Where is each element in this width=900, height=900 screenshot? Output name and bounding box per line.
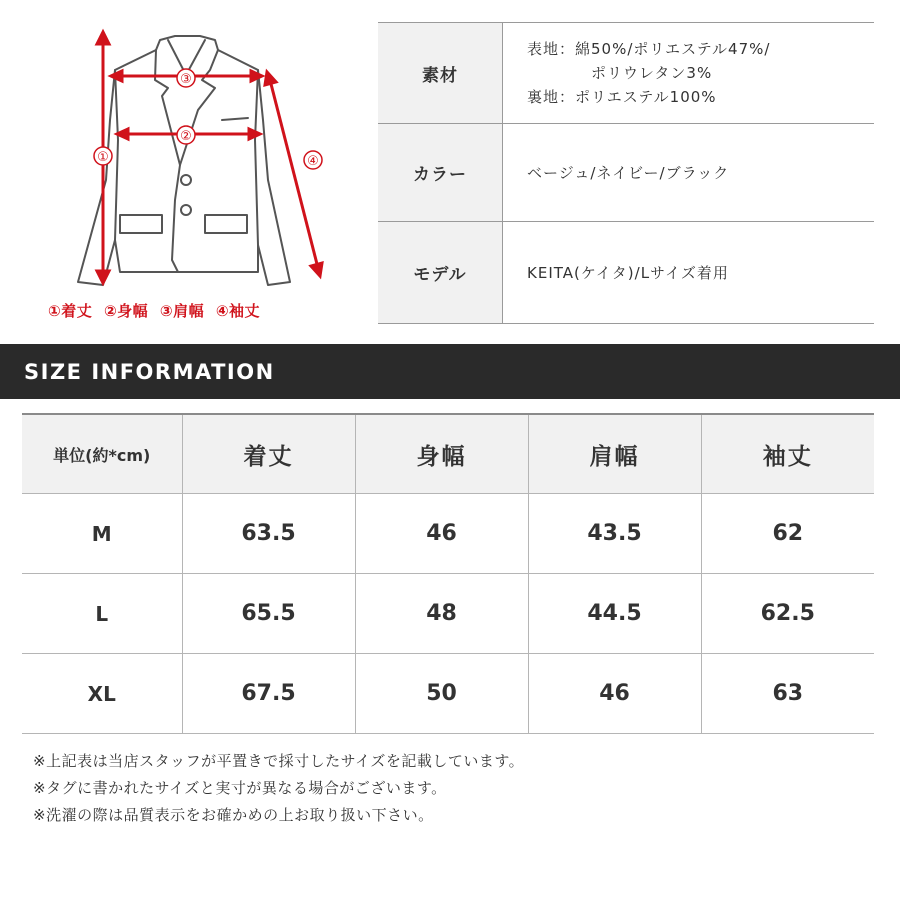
size-shoulder: 43.5 (528, 494, 701, 574)
spec-row-color (378, 124, 874, 222)
material-line-2: ポリウレタン3% (591, 64, 713, 82)
spec-row-model (378, 222, 874, 324)
size-table (22, 413, 874, 734)
material-line-3: 裏地：ポリエステル100% (527, 88, 717, 106)
header-unit: 単位(約*cm) (22, 414, 182, 494)
size-length: 63.5 (182, 494, 355, 574)
legend-sleeve: ④袖丈 (215, 302, 261, 320)
jacket-left-sleeve-seam (115, 70, 118, 240)
size-sleeve: 63 (701, 654, 874, 734)
jacket-left-lapel (155, 50, 180, 165)
size-chest: 48 (355, 574, 528, 654)
jacket-drawing (0, 0, 360, 300)
header-length: 着丈 (182, 414, 355, 494)
jacket-collar (156, 36, 218, 50)
marker-4: ④ (307, 154, 319, 169)
product-spec-table (378, 22, 874, 324)
size-name: L (22, 574, 182, 654)
header-shoulder: 肩幅 (528, 414, 701, 494)
size-shoulder: 46 (528, 654, 701, 734)
size-information-banner (0, 344, 900, 399)
note-measurement: ※上記表は当店スタッフが平置きで採寸したサイズを記載しています。 (33, 752, 525, 770)
note-washing: ※洗濯の際は品質表示をお確かめの上お取り扱い下さい。 (33, 806, 434, 824)
size-length: 67.5 (182, 654, 355, 734)
note-tag-difference: ※タグに書かれたサイズと実寸が異なる場合がございます。 (33, 779, 447, 797)
jacket-right-sleeve-seam (255, 70, 258, 245)
jacket-left-pocket (120, 215, 162, 233)
material-label: 素材 (378, 23, 503, 124)
size-sleeve: 62 (701, 494, 874, 574)
jacket-chest-welt (222, 118, 248, 120)
jacket-button-top (181, 175, 191, 185)
model-label: モデル (378, 222, 503, 324)
color-label: カラー (378, 124, 503, 222)
jacket-button-bottom (181, 205, 191, 215)
model-value: KEITA(ケイタ)/Lサイズ着用 (503, 222, 875, 324)
legend-chest: ②身幅 (103, 302, 149, 320)
arrow-sleeve (270, 80, 318, 268)
size-name: M (22, 494, 182, 574)
color-value: ベージュ/ネイビー/ブラック (503, 124, 875, 222)
arrow-shoulder-head-left (111, 71, 122, 81)
arrow-length-head-bottom (97, 271, 109, 283)
spec-row-material (378, 23, 874, 124)
measurement-legend (48, 300, 348, 324)
material-value (503, 23, 875, 124)
marker-1: ① (97, 150, 109, 165)
header-sleeve: 袖丈 (701, 414, 874, 494)
marker-3: ③ (180, 72, 192, 87)
size-table-header-row (22, 414, 874, 494)
legend-length: ①着丈 (48, 302, 93, 320)
size-notes (33, 748, 873, 829)
jacket-right-pocket (205, 215, 247, 233)
jacket-front-edge (172, 165, 180, 272)
arrow-chest-head-right (249, 129, 260, 139)
size-sleeve: 62.5 (701, 574, 874, 654)
material-line-1: 表地：綿50%/ポリエステル47%/ (527, 40, 771, 58)
arrow-sleeve-head-top (265, 72, 276, 85)
arrow-shoulder-head-right (251, 71, 262, 81)
arrow-sleeve-head-bottom (311, 263, 322, 276)
size-name: XL (22, 654, 182, 734)
size-shoulder: 44.5 (528, 574, 701, 654)
size-chest: 46 (355, 494, 528, 574)
size-chest: 50 (355, 654, 528, 734)
arrow-length-head-top (97, 32, 109, 44)
jacket-illustration (0, 0, 360, 300)
table-row (22, 654, 874, 734)
legend-shoulder: ③肩幅 (159, 302, 205, 320)
header-chest: 身幅 (355, 414, 528, 494)
table-row (22, 494, 874, 574)
size-length: 65.5 (182, 574, 355, 654)
jacket-right-lapel (180, 50, 218, 165)
table-row (22, 574, 874, 654)
banner-title: SIZE INFORMATION (24, 360, 275, 384)
marker-2: ② (180, 129, 192, 144)
